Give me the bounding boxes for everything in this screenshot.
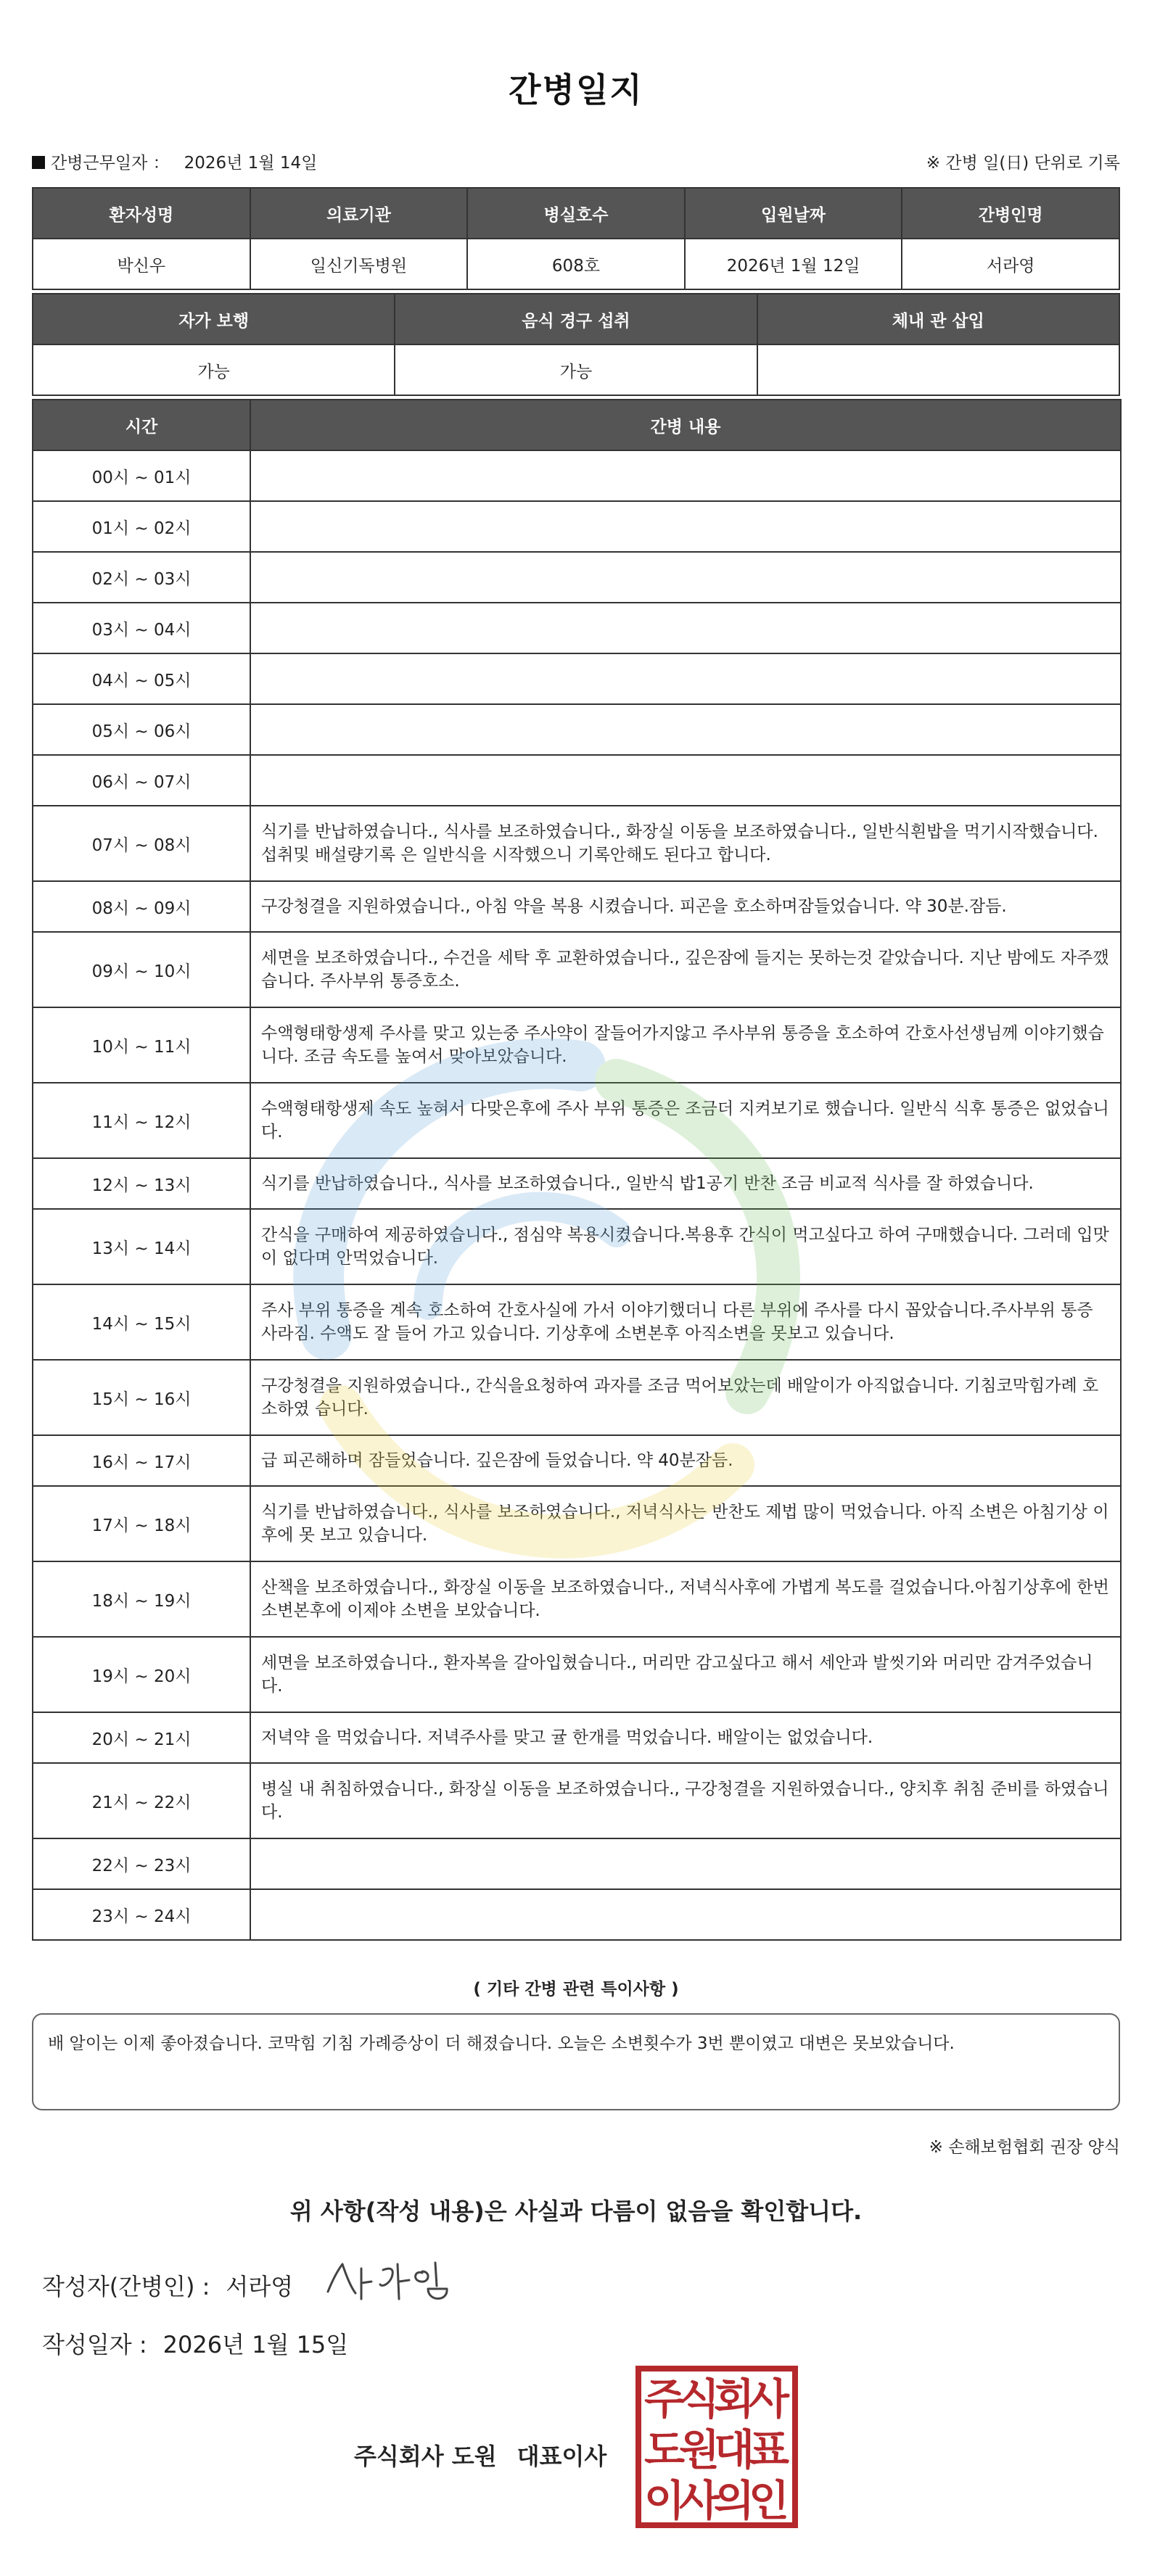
log-content-cell: 수액형태항생제 속도 높혀서 다맞은후에 주사 부위 통증은 조금더 지켜보기로 했습니다. 일반식 식후 통증은 없었습니다.: [250, 1083, 1121, 1158]
log-content-cell: [250, 704, 1121, 755]
log-content-cell: [250, 1838, 1121, 1889]
table-row: [33, 881, 1121, 932]
table-row: [33, 1889, 1121, 1940]
document-title: 간병일지: [509, 70, 643, 110]
svg-text:표: 표: [748, 2425, 790, 2474]
log-content-cell: 식기를 반납하였습니다., 식사를 보조하였습니다., 화장실 이동을 보조하였습니다., 일반식흰밥을 먹기시작했습니다.섭취및 배설량기록 은 일반식을 시작했으니 기록안해도 된다고 합니다.: [250, 806, 1121, 881]
log-content-cell: 구강청결을 지원하였습니다., 아침 약을 복용 시켰습니다. 피곤을 호소하며잠들었습니다. 약 30분.잠듬.: [250, 881, 1121, 932]
header-caregiver: 간병인명: [902, 188, 1119, 239]
log-time-cell: 01시 ~ 02시: [33, 501, 250, 552]
writer-line: [42, 2269, 293, 2302]
log-content-cell: [250, 552, 1121, 603]
tube-insertion-value: [757, 344, 1119, 395]
svg-text:이: 이: [643, 2476, 686, 2525]
table-row: [33, 450, 1121, 501]
svg-text:사: 사: [678, 2476, 720, 2525]
patient-info-table: [32, 187, 1120, 290]
svg-text:회: 회: [713, 2374, 755, 2424]
log-content-cell: 급 피곤해하며 잠들었습니다. 깊은잠에 들었습니다. 약 40분잠듬.: [250, 1435, 1121, 1486]
hospital-name: 일신기독병원: [250, 239, 468, 289]
confirmation-statement: 위 사항(작성 내용)은 사실과 다름이 없음을 확인합니다.: [289, 2197, 863, 2225]
header-admission-date: 입원날짜: [685, 188, 902, 239]
unit-note: ※ 간병 일(日) 단위로 기록: [926, 154, 1120, 173]
log-time-cell: 22시 ~ 23시: [33, 1838, 250, 1889]
log-content-cell: [250, 755, 1121, 806]
table-row: [33, 552, 1121, 603]
table-row: [33, 932, 1121, 1007]
header-oral-intake: 음식 경구 섭취: [395, 294, 757, 344]
table-row: [33, 806, 1121, 881]
table-row: [33, 1284, 1121, 1360]
table-row: [33, 1158, 1121, 1209]
log-content-cell: 식기를 반납하였습니다., 식사를 보조하였습니다., 일반식 밥1공기 반찬 조금 비교적 식사를 잘 하였습니다.: [250, 1158, 1121, 1209]
svg-text:주: 주: [643, 2374, 686, 2424]
table-row: [33, 1763, 1121, 1838]
table-row: [33, 501, 1121, 552]
company-line: [354, 2438, 627, 2472]
table-row: [33, 1360, 1121, 1435]
notes-text: 배 알이는 이제 좋아졌습니다. 코막힘 기침 가례증상이 더 해졌습니다. 오늘은 소변횟수가 3번 뿐이였고 대변은 못보았습니다.: [48, 2034, 955, 2053]
log-content-cell: 간식을 구매하여 제공하였습니다., 점심약 복용시켰습니다.복용후 간식이 먹고싶다고 하여 구매했습니다. 그러데 입맛이 없다며 안먹었습니다.: [250, 1209, 1121, 1284]
oral-intake-value: 가능: [395, 344, 757, 395]
log-content-cell: [250, 653, 1121, 704]
log-time-cell: 00시 ~ 01시: [33, 450, 250, 501]
table-row: [33, 653, 1121, 704]
log-time-cell: 10시 ~ 11시: [33, 1007, 250, 1083]
log-time-cell: 02시 ~ 03시: [33, 552, 250, 603]
table-row: [33, 1435, 1121, 1486]
writer-name: 서라영: [226, 2273, 294, 2300]
writer-label: 작성자(간병인) :: [42, 2273, 210, 2300]
log-time-cell: 07시 ~ 08시: [33, 806, 250, 881]
company-title: 대표이사: [517, 2443, 607, 2470]
table-row: [33, 1486, 1121, 1561]
log-content-cell: 식기를 반납하였습니다., 식사를 보조하였습니다., 저녁식사는 반찬도 제법 많이 먹었습니다. 아직 소변은 아침기상 이후에 못 보고 있습니다.: [250, 1486, 1121, 1561]
log-time-cell: 14시 ~ 15시: [33, 1284, 250, 1360]
svg-text:인: 인: [748, 2476, 790, 2525]
svg-text:의: 의: [713, 2476, 755, 2525]
table-row: [33, 755, 1121, 806]
log-content-cell: [250, 501, 1121, 552]
care-date: [32, 149, 317, 173]
log-time-cell: 20시 ~ 21시: [33, 1712, 250, 1763]
write-date-label: 작성일자 :: [42, 2331, 147, 2358]
svg-text:대: 대: [713, 2425, 755, 2474]
table-row: [33, 1007, 1121, 1083]
header-hospital: 의료기관: [250, 188, 468, 239]
header-patient-name: 환자성명: [33, 188, 250, 239]
log-time-cell: 16시 ~ 17시: [33, 1435, 250, 1486]
log-time-cell: 15시 ~ 16시: [33, 1360, 250, 1435]
write-date-value: 2026년 1월 15일: [162, 2331, 349, 2358]
square-bullet-icon: [32, 156, 45, 169]
log-time-cell: 11시 ~ 12시: [33, 1083, 250, 1158]
header-care-content: 간병 내용: [250, 400, 1121, 450]
log-content-cell: [250, 1889, 1121, 1940]
svg-text:도: 도: [643, 2425, 686, 2474]
log-time-cell: 08시 ~ 09시: [33, 881, 250, 932]
log-content-cell: [250, 450, 1121, 501]
form-source-note: ※ 손해보험협회 권장 양식: [929, 2138, 1120, 2157]
admission-date: 2026년 1월 12일: [685, 239, 902, 289]
table-row: [33, 1083, 1121, 1158]
log-time-cell: 21시 ~ 22시: [33, 1763, 250, 1838]
room-number: 608호: [467, 239, 685, 289]
header-self-walking: 자가 보행: [33, 294, 395, 344]
company-name: 주식회사 도원: [354, 2443, 497, 2470]
table-row: [33, 1838, 1121, 1889]
log-content-cell: 세면을 보조하였습니다., 수건을 세탁 후 교환하였습니다., 깊은잠에 들지는 못하는것 같았습니다. 지난 밤에도 자주깼 습니다. 주사부위 통증호소.: [250, 932, 1121, 1007]
patient-name: 박신우: [33, 239, 250, 289]
log-content-cell: 병실 내 취침하였습니다., 화장실 이동을 보조하였습니다., 구강청결을 지원하였습니다., 양치후 취침 준비를 하였습니다.: [250, 1763, 1121, 1838]
write-date-line: [42, 2327, 348, 2360]
self-walking-value: 가능: [33, 344, 395, 395]
log-time-cell: 05시 ~ 06시: [33, 704, 250, 755]
log-content-cell: 주사 부위 통증을 계속 호소하여 간호사실에 가서 이야기했더니 다른 부위에 주사를 다시 꼽았습니다.주사부위 통증 사라짐. 수액도 잘 들어 가고 있습니다. 기상후에 소변본후 아직소변을 못보고 있습니다.: [250, 1284, 1121, 1360]
log-time-cell: 09시 ~ 10시: [33, 932, 250, 1007]
table-row: [33, 1209, 1121, 1284]
log-time-cell: 04시 ~ 05시: [33, 653, 250, 704]
log-time-cell: 19시 ~ 20시: [33, 1637, 250, 1712]
log-content-cell: 수액형태항생제 주사를 맞고 있는중 주사약이 잘들어가지않고 주사부위 통증을 호소하여 간호사선생님께 이야기했습니다. 조금 속도를 높여서 맞아보았습니다.: [250, 1007, 1121, 1083]
log-content-cell: 산책을 보조하였습니다., 화장실 이동을 보조하였습니다., 저녁식사후에 가볍게 복도를 걸었습니다.아침기상후에 한번 소변본후에 이제야 소변을 보았습니다.: [250, 1561, 1121, 1637]
svg-text:식: 식: [678, 2374, 720, 2424]
caregiver-name: 서라영: [902, 239, 1119, 289]
table-row: [33, 1637, 1121, 1712]
log-time-cell: 06시 ~ 07시: [33, 755, 250, 806]
notes-box: [32, 2013, 1120, 2110]
table-row: [33, 1712, 1121, 1763]
table-row: [33, 704, 1121, 755]
svg-text:사: 사: [748, 2374, 790, 2424]
handwritten-signature-icon: [319, 2248, 464, 2313]
log-content-cell: 구강청결을 지원하였습니다., 간식을요청하여 과자를 조금 먹어보았는데 배알이가 아직없습니다. 기침코막힘가례 호소하였 습니다.: [250, 1360, 1121, 1435]
table-row: [33, 1561, 1121, 1637]
log-time-cell: 23시 ~ 24시: [33, 1889, 250, 1940]
header-room: 병실호수: [467, 188, 685, 239]
company-seal-icon: [635, 2366, 798, 2528]
log-time-cell: 12시 ~ 13시: [33, 1158, 250, 1209]
notes-title: ( 기타 간병 관련 특이사항 ): [473, 1980, 679, 1999]
table-row: [33, 603, 1121, 653]
header-tube-insertion: 체내 관 삽입: [757, 294, 1119, 344]
log-time-cell: 17시 ~ 18시: [33, 1486, 250, 1561]
log-content-cell: [250, 603, 1121, 653]
header-time: 시간: [33, 400, 250, 450]
log-content-cell: 세면을 보조하였습니다., 환자복을 갈아입혔습니다., 머리만 감고싶다고 해서 세안과 발씻기와 머리만 감겨주었습니다.: [250, 1637, 1121, 1712]
care-date-label: 간병근무일자 ：: [51, 154, 170, 173]
care-log-table: [32, 399, 1122, 1941]
log-content-cell: 저녁약 을 먹었습니다. 저녁주사를 맞고 귤 한개를 먹었습니다. 배알이는 없었습니다.: [250, 1712, 1121, 1763]
log-time-cell: 18시 ~ 19시: [33, 1561, 250, 1637]
log-time-cell: 13시 ~ 14시: [33, 1209, 250, 1284]
patient-status-table: [32, 293, 1120, 396]
svg-text:원: 원: [678, 2425, 720, 2474]
log-time-cell: 03시 ~ 04시: [33, 603, 250, 653]
care-date-value: 2026년 1월 14일: [184, 154, 318, 173]
